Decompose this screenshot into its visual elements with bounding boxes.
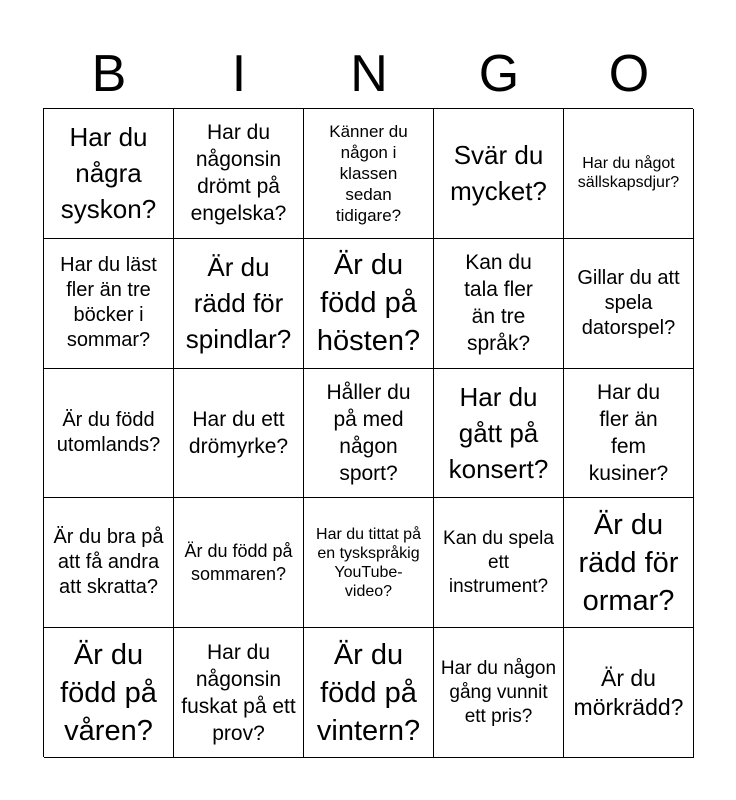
bingo-header — [44, 44, 694, 104]
bingo-cell[interactable]: Har du fler än fem kusiner? — [564, 369, 694, 499]
bingo-cell[interactable]: Är du mörkrädd? — [564, 628, 694, 758]
bingo-cell[interactable]: Har du några syskon? — [44, 109, 174, 239]
bingo-cell[interactable]: Är du född på våren? — [44, 628, 174, 758]
header-letter-o: O — [608, 45, 650, 103]
bingo-cell[interactable]: Är du född på sommaren? — [174, 498, 304, 628]
bingo-cell[interactable]: Är du rädd för spindlar? — [174, 239, 304, 369]
bingo-cell[interactable]: Har du läst fler än tre böcker i sommar? — [44, 239, 174, 369]
bingo-cell[interactable]: Är du bra på att få andra att skratta? — [44, 498, 174, 628]
bingo-cell[interactable]: Har du någonsin fuskat på ett prov? — [174, 628, 304, 758]
header-letter-g: G — [478, 45, 520, 103]
bingo-cell[interactable]: Har du ett drömyrke? — [174, 369, 304, 499]
bingo-cell[interactable]: Kan du tala fler än tre språk? — [434, 239, 564, 369]
bingo-cell[interactable]: Är du rädd för ormar? — [564, 498, 694, 628]
bingo-cell[interactable]: Är du född på hösten? — [304, 239, 434, 369]
bingo-cell[interactable]: Kan du spela ett instrument? — [434, 498, 564, 628]
bingo-grid — [43, 108, 693, 757]
bingo-cell[interactable]: Har du gått på konsert? — [434, 369, 564, 499]
bingo-cell[interactable]: Håller du på med någon sport? — [304, 369, 434, 499]
header-letter-i: I — [231, 45, 247, 103]
bingo-cell[interactable]: Är du född utomlands? — [44, 369, 174, 499]
header-letter-n: N — [350, 45, 388, 103]
bingo-cell[interactable]: Känner du någon i klassen sedan tidigare? — [304, 109, 434, 239]
bingo-cell[interactable]: Svär du mycket? — [434, 109, 564, 239]
bingo-cell[interactable]: Har du tittat på en tyskspråkig YouTube-video? — [304, 498, 434, 628]
bingo-cell[interactable]: Är du född på vintern? — [304, 628, 434, 758]
header-letter-b: B — [91, 45, 127, 103]
bingo-cell[interactable]: Har du någon gång vunnit ett pris? — [434, 628, 564, 758]
bingo-cell[interactable]: Gillar du att spela datorspel? — [564, 239, 694, 369]
bingo-cell[interactable]: Har du någonsin drömt på engelska? — [174, 109, 304, 239]
bingo-cell[interactable]: Har du något sällskapsdjur? — [564, 109, 694, 239]
